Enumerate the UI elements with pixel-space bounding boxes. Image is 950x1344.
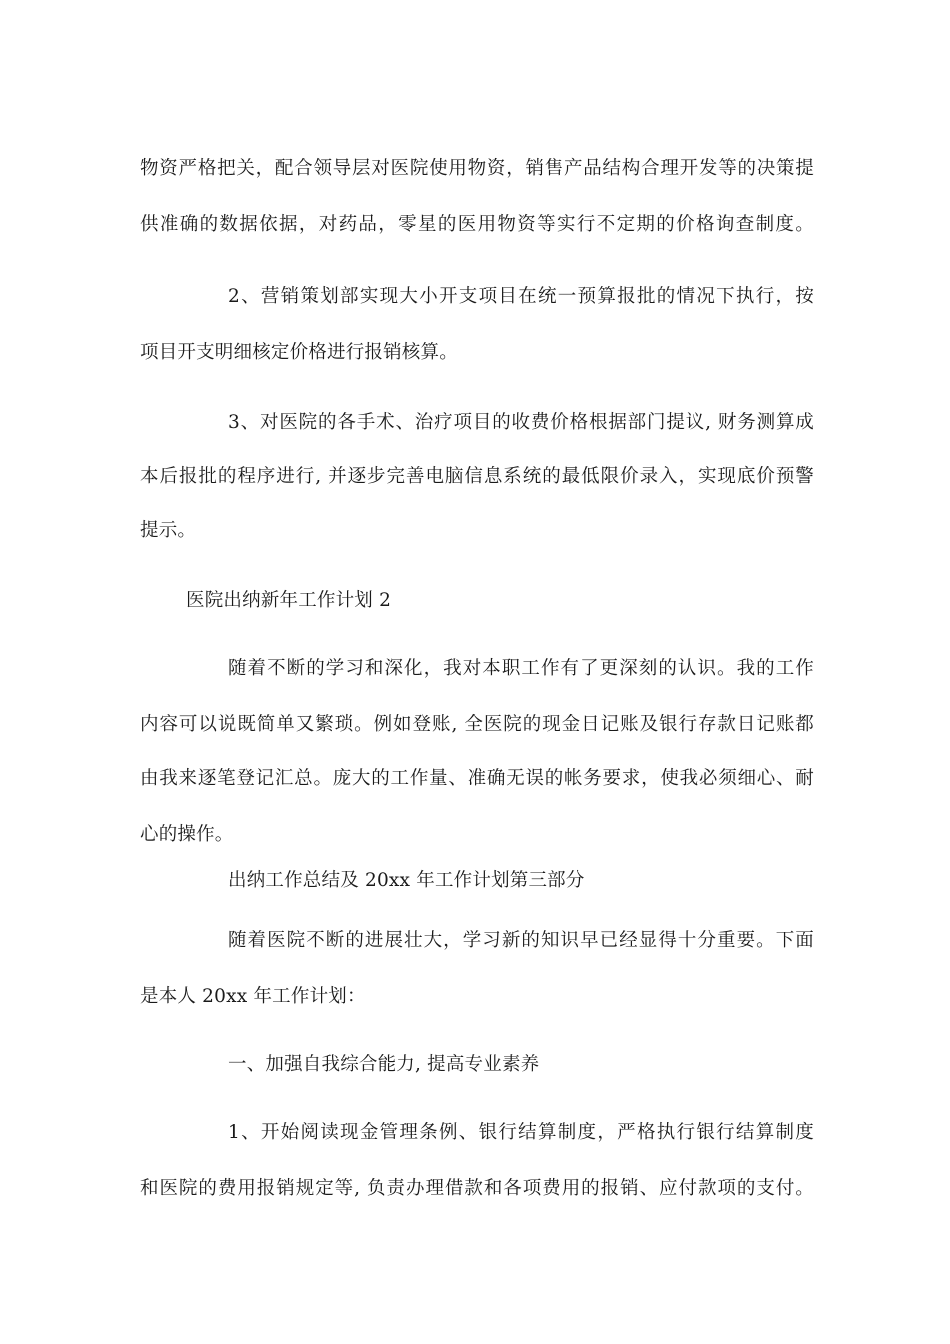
text-line: 物资严格把关，配合领导层对医院使用物资，销售产品结构合理开发等的决策提 bbox=[140, 158, 814, 179]
text-line: 3、对医院的各手术、治疗项目的收费价格根据部门提议, 财务测算成 bbox=[228, 412, 814, 433]
text-line: 和医院的费用报销规定等, 负责办理借款和各项费用的报销、应付款项的支付。 bbox=[140, 1178, 814, 1199]
text-line: 内容可以说既简单又繁琐。例如登账, 全医院的现金日记账及银行存款日记账都 bbox=[140, 714, 814, 735]
text-line: 1、开始阅读现金管理条例、银行结算制度，严格执行银行结算制度 bbox=[228, 1122, 814, 1143]
text-line: 提示。 bbox=[140, 520, 197, 541]
text-line: 本后报批的程序进行, 并逐步完善电脑信息系统的最低限价录入，实现底价预警 bbox=[140, 466, 814, 487]
text-line: 心的操作。 bbox=[140, 824, 234, 845]
section-heading: 一、加强自我综合能力, 提高专业素养 bbox=[228, 1054, 540, 1075]
section-heading: 医院出纳新年工作计划 2 bbox=[186, 590, 392, 611]
text-line: 随着医院不断的进展壮大，学习新的知识早已经显得十分重要。下面 bbox=[228, 930, 814, 951]
section-heading: 出纳工作总结及 20xx 年工作计划第三部分 bbox=[228, 870, 585, 891]
text-line: 是本人 20xx 年工作计划： bbox=[140, 986, 366, 1007]
text-line: 供准确的数据依据，对药品，零星的医用物资等实行不定期的价格询查制度。 bbox=[140, 214, 814, 235]
text-line: 随着不断的学习和深化，我对本职工作有了更深刻的认识。我的工作 bbox=[228, 658, 814, 679]
text-line: 2、营销策划部实现大小开支项目在统一预算报批的情况下执行，按 bbox=[228, 286, 814, 307]
text-line: 由我来逐笔登记汇总。庞大的工作量、准确无误的帐务要求，使我必须细心、耐 bbox=[140, 768, 814, 789]
text-line: 项目开支明细核定价格进行报销核算。 bbox=[140, 342, 458, 363]
